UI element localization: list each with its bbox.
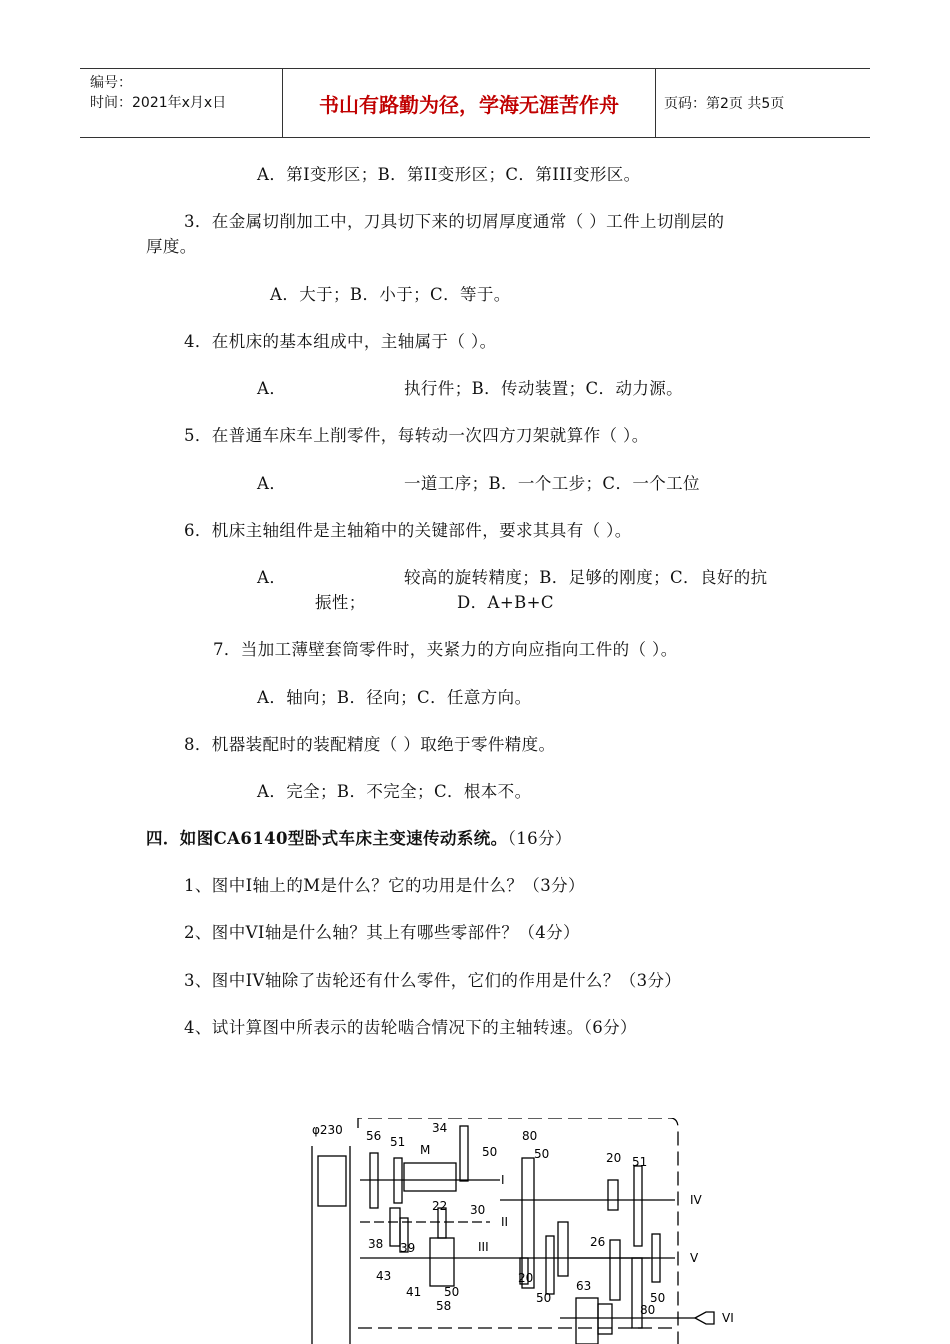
shaft-label-I: I [501,1173,505,1187]
gear-label-80b: 80 [640,1303,656,1317]
section4-item-2: 2、图中VI轴是什么轴？其上有哪些零部件？（4分） [184,923,580,942]
gear-label-51: 51 [390,1135,406,1149]
doc-number-label: 编号： [90,75,132,91]
q3-stem-cont: 厚度。 [146,237,197,256]
gear-label-30: 30 [470,1203,486,1217]
gear-label-58: 58 [436,1299,452,1313]
q5-stem: 5．在普通车床车上削零件，每转动一次四方刀架就算作（ ）。 [184,426,649,445]
clutch-label: M [420,1143,431,1157]
gear-label-51b: 51 [632,1155,648,1169]
q6-option-d: D．A+B+C [457,593,554,612]
gear-20-IV [608,1180,618,1210]
header-motto: 书山有路勤为径，学海无涯苦作舟 [282,69,656,137]
gear-41-58 [430,1238,454,1286]
section4-item-3: 3、图中IV轴除了齿轮还有什么零件，它们的作用是什么？（3分） [184,971,682,990]
gear-label-38: 38 [368,1237,384,1251]
shaft-label-IV: IV [690,1193,702,1207]
gear-label-56: 56 [366,1129,382,1143]
spindle-nose [695,1312,714,1324]
gear-38 [390,1208,400,1246]
header-meta [80,69,280,137]
q6-stem: 6．机床主轴组件是主轴箱中的关键部件，要求其具有（ ）。 [184,521,632,540]
gear-50-III [546,1236,554,1294]
gear-label-50b: 50 [534,1147,550,1161]
page-number: 页码：第2页 共5页 [664,96,785,112]
section4-heading [146,825,572,849]
gear-label-50d: 50 [536,1291,552,1305]
q7-options: A．轴向；B．径向；C．任意方向。 [257,688,532,707]
q8-stem: 8．机器装配时的装配精度（ ）取绝于零件精度。 [184,735,556,754]
gear-label-50a: 50 [482,1145,498,1159]
q8-options: A．完全；B．不完全；C．根本不。 [257,782,532,801]
q3-options: A．大于；B．小于；C．等于。 [270,285,511,304]
q6-options-cont: 振性； [315,593,366,612]
transmission-diagram [300,1118,760,1344]
gear-label-80: 80 [522,1129,538,1143]
shaft-label-VI: VI [722,1311,734,1325]
gear-label-50c: 50 [444,1285,460,1299]
q4-option-marker: A． [257,379,287,398]
gear-label-63: 63 [576,1279,592,1293]
gear-34 [460,1126,468,1181]
gear-label-20: 20 [606,1151,622,1165]
q7-stem: 7．当加工薄壁套筒零件时，夹紧力的方向应指向工件的（ ）。 [213,640,678,659]
q6-options: 较高的旋转精度；B．足够的刚度；C．良好的抗 [404,568,768,587]
gear-51-IV [634,1166,642,1246]
diagram-labels [312,1121,734,1325]
q3-stem: 3．在金属切削加工中，刀具切下来的切屑厚度通常（ ）工件上切削层的 [184,212,725,231]
q5-options: 一道工序；B．一个工步；C．一个工位 [404,474,700,493]
section4-item-4: 4、试计算图中所表示的齿轮啮合情况下的主轴转速。（6分） [184,1018,637,1037]
gear-label-26: 26 [590,1235,606,1249]
gear-label-22: 22 [432,1199,448,1213]
gear-label-50e: 50 [650,1291,666,1305]
q4-stem: 4．在机床的基本组成中，主轴属于（ ）。 [184,332,497,351]
gear-63 [558,1222,568,1276]
q2-options: A．第I变形区；B．第II变形区；C．第III变形区。 [257,165,641,184]
section4-title: 四．如图CA6140型卧式车床主变速传动系统。 [146,829,508,848]
section4-item-1: 1、图中I轴上的M是什么？它的功用是什么？（3分） [184,876,585,895]
pulley-label: φ230 [312,1123,343,1137]
gear-label-41: 41 [406,1285,422,1299]
gear-label-20b: 20 [518,1271,534,1285]
spindle-gear [576,1298,598,1344]
clutch-M [404,1163,456,1191]
housing-outline [358,1118,678,1344]
spindle-block [598,1304,612,1334]
gear-label-43: 43 [376,1269,392,1283]
section4-score: （16分） [507,829,572,848]
q4-options: 执行件；B．传动装置；C．动力源。 [404,379,684,398]
shaft-label-III: III [478,1240,489,1254]
gear-label-34: 34 [432,1121,448,1135]
gear-26 [610,1240,620,1300]
shaft-label-II: II [501,1215,509,1229]
q6-option-marker: A． [257,568,287,587]
pulley [318,1156,346,1206]
doc-time-label: 时间：2021年x月x日 [90,95,227,111]
gear-label-39: 39 [400,1241,416,1255]
shaft-label-V: V [690,1251,699,1265]
page-header [80,68,870,138]
q5-option-marker: A． [257,474,287,493]
